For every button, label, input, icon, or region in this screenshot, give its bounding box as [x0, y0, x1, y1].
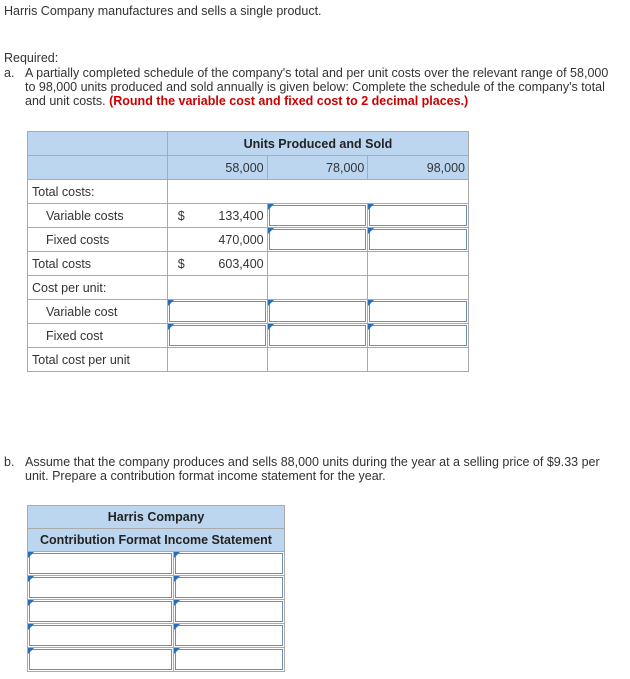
- units-header: Units Produced and Sold: [167, 132, 468, 156]
- variable-costs-58000: 133,400: [207, 204, 267, 228]
- variable-cost-98000-input[interactable]: [368, 300, 469, 324]
- variable-costs-98000-input[interactable]: [368, 204, 469, 228]
- variable-costs-label: Variable costs: [28, 204, 168, 228]
- part-a-text: A partially completed schedule of the company's total and per unit costs over the relevant range of 58,000 to 98,000 units produced and sold annually is given below: Complete the schedule of the company's total and unit costs.: [25, 66, 609, 108]
- income-row-1-amount-input[interactable]: [174, 552, 285, 576]
- rounding-note: (Round the variable cost and fixed cost to 2 decimal places.): [109, 94, 469, 108]
- total-costs-heading: Total costs:: [28, 180, 168, 204]
- total-cost-per-unit-78000: [267, 348, 368, 372]
- income-row-3-amount-input[interactable]: [174, 600, 285, 624]
- variable-cost-label: Variable cost: [28, 300, 168, 324]
- total-costs-78000: [267, 252, 368, 276]
- income-row-1-label-input[interactable]: [28, 552, 174, 576]
- income-statement-table: [27, 505, 285, 672]
- variable-cost-58000-input[interactable]: [167, 300, 267, 324]
- variable-cost-78000-input[interactable]: [267, 300, 368, 324]
- fixed-cost-58000-input[interactable]: [167, 324, 267, 348]
- part-b-label: b.: [4, 455, 15, 469]
- fixed-cost-98000-input[interactable]: [368, 324, 469, 348]
- part-a-instructions: [4, 66, 615, 108]
- total-costs-58000: 603,400: [207, 252, 267, 276]
- fixed-costs-98000-input[interactable]: [368, 228, 469, 252]
- income-row-2-amount-input[interactable]: [174, 576, 285, 600]
- cost-per-unit-heading: Cost per unit:: [28, 276, 168, 300]
- part-b-text: Assume that the company produces and sells 88,000 units during the year at a selling price of $9.33 per unit. Prepare a contribution format income statement for the year.: [25, 455, 600, 483]
- fixed-cost-78000-input[interactable]: [267, 324, 368, 348]
- income-row-5-label-input[interactable]: [28, 648, 174, 672]
- column-78000: 78,000: [267, 156, 368, 180]
- income-row-3-label-input[interactable]: [28, 600, 174, 624]
- column-58000: 58,000: [167, 156, 267, 180]
- income-row-4-label-input[interactable]: [28, 624, 174, 648]
- total-costs-label: Total costs: [28, 252, 168, 276]
- required-label: Required:: [4, 51, 59, 65]
- fixed-costs-78000-input[interactable]: [267, 228, 368, 252]
- variable-costs-dollar: $: [167, 204, 207, 228]
- intro-text: Harris Company manufactures and sells a single product.: [4, 4, 322, 18]
- part-a-label: a.: [4, 66, 15, 80]
- column-98000: 98,000: [368, 156, 469, 180]
- total-cost-per-unit-58000: [167, 348, 267, 372]
- income-statement-company: Harris Company: [28, 506, 285, 529]
- variable-costs-78000-input[interactable]: [267, 204, 368, 228]
- total-cost-per-unit-label: Total cost per unit: [28, 348, 168, 372]
- fixed-costs-58000: 470,000: [207, 228, 267, 252]
- total-cost-per-unit-98000: [368, 348, 469, 372]
- income-statement-title: Contribution Format Income Statement: [28, 529, 285, 552]
- total-costs-98000: [368, 252, 469, 276]
- schedule-header-blank-2: [28, 156, 168, 180]
- total-costs-dollar: $: [167, 252, 207, 276]
- income-row-5-amount-input[interactable]: [174, 648, 285, 672]
- schedule-header-blank: [28, 132, 168, 156]
- part-b-instructions: [4, 455, 625, 483]
- income-row-4-amount-input[interactable]: [174, 624, 285, 648]
- fixed-costs-label: Fixed costs: [28, 228, 168, 252]
- fixed-cost-label: Fixed cost: [28, 324, 168, 348]
- income-row-2-label-input[interactable]: [28, 576, 174, 600]
- cost-schedule-table: [27, 131, 469, 372]
